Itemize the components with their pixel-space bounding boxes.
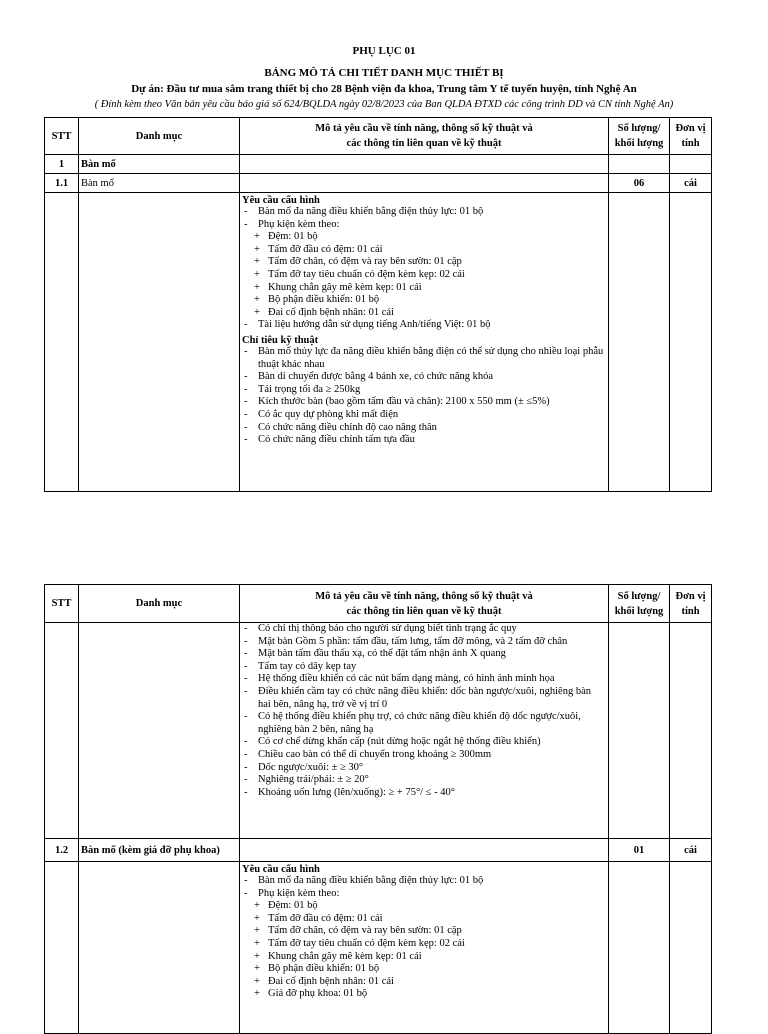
list-item <box>242 256 606 269</box>
list-marker: + <box>254 937 260 949</box>
list-item-text: Tấm đỡ chân, có đệm và ray bên sườn: 01 cặp <box>268 256 462 268</box>
col-header-unit <box>670 118 712 155</box>
equipment-table-page1 <box>44 117 712 492</box>
spec-section-title: Chỉ tiêu kỹ thuật <box>242 334 319 346</box>
list-marker: + <box>254 950 260 962</box>
row-stt <box>45 193 79 492</box>
list-item-text: Tấm đỡ tay tiêu chuẩn có đệm kèm kẹp: 02 cái <box>268 937 465 949</box>
list-marker: + <box>254 281 260 293</box>
col-header-quantity <box>609 585 670 623</box>
list-item-text: Tấm đỡ đầu có đệm: 01 cái <box>268 912 383 924</box>
list-marker: - <box>244 635 248 647</box>
list-marker: - <box>244 408 248 420</box>
config-section-title: Yêu cầu cấu hình <box>242 195 320 206</box>
list-item-text: Bộ phận điều khiển: 01 bộ <box>268 294 380 306</box>
list-marker: - <box>244 396 248 408</box>
list-item-text: Tấm đỡ tay tiêu chuẩn có đệm kèm kẹp: 02 cái <box>268 268 465 280</box>
row-category <box>79 193 240 492</box>
table-row-details <box>45 862 712 1034</box>
list-item-text: Đệm: 01 bộ <box>268 900 318 912</box>
row-stt <box>45 623 79 839</box>
col-header-description <box>240 585 609 623</box>
list-item-text: Có chức năng điều chỉnh tấm tựa đầu <box>258 434 415 446</box>
list-marker: + <box>254 925 260 937</box>
row-stt: 1.1 <box>45 174 79 193</box>
row-category: Bàn mổ <box>79 174 240 193</box>
row-quantity <box>609 623 670 839</box>
list-item <box>242 409 606 422</box>
list-item <box>242 711 606 736</box>
col-header-unit-line1: Đơn vị <box>675 123 706 134</box>
col-header-category: Danh mục <box>79 118 240 155</box>
list-marker: + <box>254 975 260 987</box>
list-item <box>242 749 606 762</box>
row-quantity: 06 <box>609 174 670 193</box>
list-item-text: Phụ kiện kèm theo: <box>258 218 340 230</box>
row-quantity <box>609 155 670 174</box>
list-item-text: Tải trọng tối đa ≥ 250kg <box>258 383 361 395</box>
col-header-description-line2: các thông tin liên quan về kỹ thuật <box>346 605 502 617</box>
table-row <box>45 155 712 174</box>
row-category <box>79 862 240 1034</box>
list-item-text: Nghiêng trái/phải: ± ≥ 20° <box>258 774 369 786</box>
config-list <box>242 206 606 332</box>
list-item-text: Bàn mổ đa năng điều khiển bằng điện thủy lực: 01 bộ <box>258 875 484 886</box>
row-description <box>240 862 609 1034</box>
appendix-label: PHỤ LỤC 01 <box>352 45 416 57</box>
list-item <box>242 938 606 951</box>
list-item <box>242 384 606 397</box>
list-item <box>242 206 606 219</box>
row-category <box>79 623 240 839</box>
list-item-text: Bàn mổ thủy lực đa năng điều khiển bằng điện có thể sử dụng cho nhiều loại phẫu thuật khác nhau <box>258 345 604 370</box>
list-item-text: Tài liệu hướng dẫn sử dụng tiếng Anh/tiếng Việt: 01 bộ <box>258 319 491 331</box>
list-item <box>242 434 606 447</box>
document-title: BẢNG MÔ TẢ CHI TIẾT DANH MỤC THIẾT BỊ <box>264 67 504 79</box>
list-marker: - <box>244 761 248 773</box>
list-marker: - <box>244 648 248 660</box>
spec-list <box>242 346 606 447</box>
col-header-category: Danh mục <box>79 585 240 623</box>
list-marker: - <box>244 421 248 433</box>
row-category: Bàn mổ (kèm giá đỡ phụ khoa) <box>79 839 240 862</box>
list-item <box>242 346 606 371</box>
list-marker: - <box>244 875 248 886</box>
list-item <box>242 925 606 938</box>
list-marker: + <box>254 294 260 306</box>
col-header-stt: STT <box>45 118 79 155</box>
list-item <box>242 244 606 257</box>
list-item <box>242 282 606 295</box>
col-header-quantity-line1: Số lượng/ <box>617 590 661 602</box>
list-marker: - <box>244 736 248 748</box>
list-item-text: Khung chắn gây mê kèm kẹp: 01 cái <box>268 281 422 293</box>
continued-spec-list <box>242 623 606 799</box>
list-marker: - <box>244 685 248 697</box>
col-header-description-line1: Mô tả yêu cầu về tính năng, thông số kỹ thuật và <box>315 590 533 602</box>
list-marker: - <box>244 748 248 760</box>
list-item <box>242 888 606 901</box>
list-item-text: Tấm tay có dây kẹp tay <box>258 660 357 672</box>
list-item-text: Có chức năng điều chỉnh độ cao nâng thân <box>258 421 437 433</box>
list-item <box>242 787 606 800</box>
table-header-row <box>45 585 712 623</box>
list-item-text: Bộ phận điều khiển: 01 bộ <box>268 963 380 975</box>
col-header-quantity <box>609 118 670 155</box>
list-item <box>242 762 606 775</box>
list-item <box>242 736 606 749</box>
list-item <box>242 648 606 661</box>
col-header-unit <box>670 585 712 623</box>
config-section-title: Yêu cầu cấu hình <box>242 864 320 875</box>
col-header-unit-line2: tính <box>681 138 700 149</box>
list-item-text: Hệ thống điều khiển có các nút bấm dạng màng, có hình ảnh minh họa <box>258 673 555 685</box>
list-item <box>242 231 606 244</box>
list-item-text: Có hệ thống điều khiển phụ trợ, có chức năng điều khiển độ dốc ngược/xuôi, nghiêng bàn 2 bên, nâng hạ <box>258 711 581 735</box>
list-item-text: Đai cố định bệnh nhân: 01 cái <box>268 306 394 318</box>
table-row <box>45 174 712 193</box>
row-unit <box>670 862 712 1034</box>
list-marker: - <box>244 673 248 685</box>
list-marker: + <box>254 268 260 280</box>
row-stt: 1 <box>45 155 79 174</box>
list-item <box>242 976 606 989</box>
list-item-text: Tấm đỡ đầu có đệm: 01 cái <box>268 243 383 255</box>
list-marker: + <box>254 256 260 268</box>
row-category: Bàn mổ <box>79 155 240 174</box>
list-marker: - <box>244 434 248 446</box>
list-item-text: Mặt bàn tấm đầu thấu xạ, có thể đặt tấm nhận ảnh X quang <box>258 648 506 660</box>
list-item-text: Mặt bàn Gồm 5 phần: tấm đầu, tấm lưng, tấm đỡ mông, và 2 tấm đỡ chân <box>258 635 568 647</box>
list-item <box>242 913 606 926</box>
list-item <box>242 661 606 674</box>
list-item <box>242 307 606 320</box>
project-title: Dự án: Đầu tư mua sắm trang thiết bị cho 28 Bệnh viện đa khoa, Trung tâm Y tế tuyến huyện, tỉnh Nghệ An <box>131 83 637 95</box>
list-item <box>242 269 606 282</box>
row-description <box>240 155 609 174</box>
list-item <box>242 774 606 787</box>
row-unit: cái <box>670 839 712 862</box>
list-marker: - <box>244 206 248 217</box>
list-item-text: Bàn mổ đa năng điều khiển bằng điện thủy lực: 01 bộ <box>258 206 484 217</box>
row-unit <box>670 623 712 839</box>
row-description <box>240 193 609 492</box>
table-row <box>45 839 712 862</box>
list-item-text: Đai cố định bệnh nhân: 01 cái <box>268 975 394 987</box>
row-description <box>240 174 609 193</box>
row-unit: cái <box>670 174 712 193</box>
list-item-text: Có chỉ thị thông báo cho người sử dụng biết tình trạng ắc quy <box>258 623 517 634</box>
list-item-text: Đệm: 01 bộ <box>268 231 318 243</box>
list-item <box>242 900 606 913</box>
list-item <box>242 951 606 964</box>
list-item <box>242 673 606 686</box>
list-item-text: Chiều cao bàn có thể di chuyển trong khoảng ≥ 300mm <box>258 748 492 760</box>
list-item-text: Điều khiển cầm tay có chức năng điều khiển: dốc bàn ngược/xuôi, nghiêng bàn hai bên, nâng hạ, trở về vị trí 0 <box>258 685 592 710</box>
list-marker: - <box>244 623 248 634</box>
list-marker: - <box>244 383 248 395</box>
row-quantity <box>609 193 670 492</box>
list-item-text: Có cơ chế dừng khẩn cấp (nút dừng hoặc ngắt hệ thống điều khiển) <box>258 736 541 748</box>
list-item-text: Tấm đỡ chân, có đệm và ray bên sườn: 01 cặp <box>268 925 462 937</box>
col-header-quantity-line2: khối lượng <box>614 605 664 617</box>
list-marker: + <box>254 988 260 1000</box>
attachment-note: ( Đính kèm theo Văn bản yêu cầu báo giá số 624/BQLDA ngày 02/8/2023 của Ban QLDA ĐTXD các công trình DD và CN tỉnh Nghệ An) <box>94 99 674 110</box>
list-item-text: Bàn di chuyển được bằng 4 bánh xe, có chức năng khóa <box>258 371 494 383</box>
list-marker: - <box>244 660 248 672</box>
table-row-details <box>45 193 712 492</box>
list-item-text: Giá đỡ phụ khoa: 01 bộ <box>268 988 368 1000</box>
list-item <box>242 686 606 711</box>
col-header-description-line2: các thông tin liên quan về kỹ thuật <box>346 138 502 149</box>
row-quantity: 01 <box>609 839 670 862</box>
table-header-row <box>45 118 712 155</box>
row-stt: 1.2 <box>45 839 79 862</box>
list-item <box>242 623 606 636</box>
list-item <box>242 963 606 976</box>
col-header-quantity-line2: khối lượng <box>614 138 664 149</box>
list-marker: - <box>244 371 248 383</box>
list-marker: + <box>254 912 260 924</box>
list-item <box>242 396 606 409</box>
list-item-text: Kích thước bàn (bao gồm tấm đầu và chân): 2100 x 550 mm (± ≤5%) <box>258 396 550 408</box>
list-item <box>242 875 606 888</box>
list-marker: + <box>254 243 260 255</box>
list-item <box>242 636 606 649</box>
list-marker: + <box>254 963 260 975</box>
row-unit <box>670 193 712 492</box>
row-unit <box>670 155 712 174</box>
list-item-text: Dốc ngược/xuôi: ± ≥ 30° <box>258 761 364 773</box>
list-item <box>242 219 606 232</box>
col-header-quantity-line1: Số lượng/ <box>617 123 661 134</box>
list-marker: - <box>244 887 248 899</box>
list-marker: - <box>244 218 248 230</box>
col-header-description <box>240 118 609 155</box>
equipment-table-page2 <box>44 584 712 1034</box>
list-marker: - <box>244 711 248 723</box>
list-marker: + <box>254 900 260 912</box>
list-item <box>242 294 606 307</box>
list-marker: - <box>244 786 248 798</box>
list-marker: - <box>244 774 248 786</box>
list-item-text: Có ắc quy dự phòng khi mất điện <box>258 408 399 420</box>
row-description <box>240 623 609 839</box>
col-header-stt: STT <box>45 585 79 623</box>
list-item <box>242 319 606 332</box>
list-marker: + <box>254 306 260 318</box>
list-marker: - <box>244 319 248 331</box>
col-header-description-line1: Mô tả yêu cầu về tính năng, thông số kỹ thuật và <box>315 123 533 134</box>
config-list <box>242 875 606 1001</box>
list-item <box>242 988 606 1001</box>
list-item-text: Phụ kiện kèm theo: <box>258 887 340 899</box>
row-quantity <box>609 862 670 1034</box>
col-header-unit-line1: Đơn vị <box>675 590 706 602</box>
list-item <box>242 422 606 435</box>
list-item <box>242 371 606 384</box>
table-row-details <box>45 623 712 839</box>
list-item-text: Khung chắn gây mê kèm kẹp: 01 cái <box>268 950 422 962</box>
row-description <box>240 839 609 862</box>
list-marker: + <box>254 231 260 243</box>
list-item-text: Khoảng uốn lưng (lên/xuống): ≥ + 75°/ ≤ - 40° <box>258 786 455 798</box>
row-stt <box>45 862 79 1034</box>
col-header-unit-line2: tính <box>681 605 700 617</box>
list-marker: - <box>244 345 248 357</box>
